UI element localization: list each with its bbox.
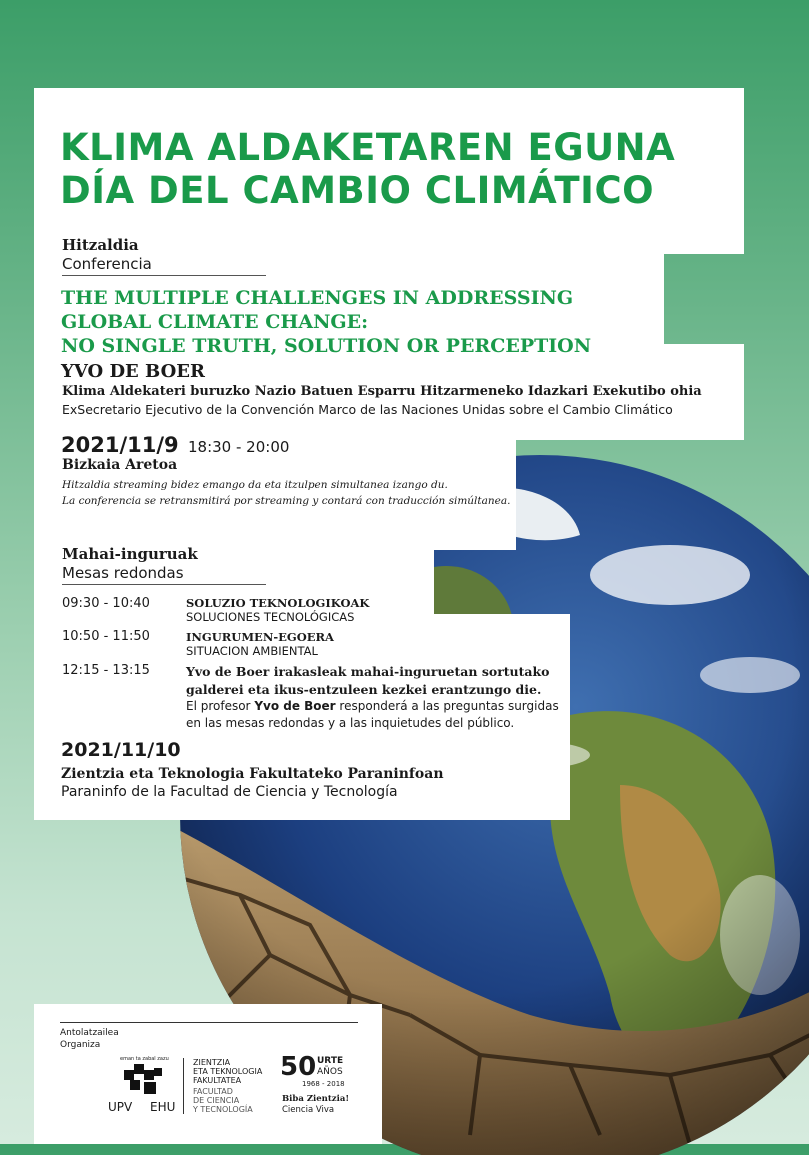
anniversary-years: 1968 - 2018: [302, 1080, 345, 1088]
speaker-role-eu: Klima Aldekateri buruzko Nazio Batuen Esparru Hitzarmeneko Idazkari Exekutibo ohia: [62, 384, 702, 399]
conference-note-eu: Hitzaldia streaming bidez emango da eta itzulpen simultanea izango du.: [62, 479, 448, 491]
roundtables-date: 2021/11/10: [61, 739, 181, 761]
conference-venue: Bizkaia Aretoa: [62, 457, 178, 473]
faculty-es-line-1: FACULTAD: [193, 1087, 233, 1096]
title-line-2: DÍA DEL CAMBIO CLIMÁTICO: [60, 169, 655, 212]
session-2-title-es: SITUACION AMBIENTAL: [186, 644, 318, 658]
session-3-text-eu-2: galderei eta ikus-entzuleen kezkei erantzungo die.: [186, 682, 542, 697]
session-3-speaker-es: Yvo de Boer: [254, 699, 336, 713]
session-2-time: 10:50 - 11:50: [62, 629, 150, 644]
faculty-eu-line-1: ZIENTZIA: [193, 1058, 231, 1067]
session-1-title-eu: SOLUZIO TEKNOLOGIKOAK: [186, 596, 370, 610]
anniversary-anos: AÑOS: [317, 1067, 343, 1077]
roundtables-divider: [62, 584, 266, 585]
talk-title-line-3: NO SINGLE TRUTH, SOLUTION OR PERCEPTION: [61, 335, 592, 357]
title-line-1: KLIMA ALDAKETAREN EGUNA: [60, 126, 676, 169]
session-3-text-es-2: en las mesas redondas y a las inquietudes del público.: [186, 716, 515, 730]
session-3-es-pre: El profesor: [186, 699, 255, 713]
conference-divider: [62, 275, 266, 276]
faculty-eu-line-3: FAKULTATEA: [193, 1076, 242, 1085]
conference-label-es: Conferencia: [62, 255, 152, 273]
slogan-es: Ciencia Viva: [282, 1105, 335, 1115]
session-3-time: 12:15 - 13:15: [62, 663, 150, 678]
conference-note-es: La conferencia se retransmitirá por streaming y contará con traducción simúltanea.: [62, 495, 511, 507]
ehu-label: EHU: [150, 1100, 176, 1114]
session-1-time: 09:30 - 10:40: [62, 596, 150, 611]
talk-title-line-1: THE MULTIPLE CHALLENGES IN ADDRESSING: [61, 287, 574, 309]
roundtables-label-eu: Mahai-inguruak: [62, 545, 198, 563]
conference-date: 2021/11/9: [61, 433, 179, 457]
slogan-eu: Biba Zientzia!: [282, 1094, 350, 1104]
conference-time: 18:30 - 20:00: [188, 438, 290, 456]
upv-ehu-emblem-icon: [122, 1064, 166, 1096]
session-3-eu-rest: irakasleak mahai-inguruetan sortutako: [269, 664, 550, 679]
faculty-separator: [183, 1058, 184, 1114]
faculty-es-line-2: DE CIENCIA: [193, 1096, 240, 1105]
speaker-role-es: ExSecretario Ejecutivo de la Convención Marco de las Naciones Unidas sobre el Cambio Climático: [62, 402, 673, 417]
conference-label-eu: Hitzaldia: [62, 236, 139, 254]
roundtables-venue-eu: Zientzia eta Teknologia Fakultateko Paraninfoan: [61, 766, 444, 782]
organizer-eu: Antolatzailea: [60, 1028, 119, 1038]
faculty-es-line-3: Y TECNOLOGÍA: [193, 1105, 253, 1114]
session-3-text-eu-1: [186, 664, 550, 679]
faculty-es: [193, 1087, 253, 1114]
organizer-es: Organiza: [60, 1040, 101, 1050]
faculty-eu: [193, 1058, 262, 1085]
faculty-eu-line-2: ETA TEKNOLOGIA: [193, 1067, 263, 1076]
talk-title-line-2: GLOBAL CLIMATE CHANGE:: [61, 311, 369, 333]
session-1-title-es: SOLUCIONES TECNOLÓGICAS: [186, 610, 355, 624]
anniversary-number: 50: [280, 1052, 317, 1082]
footer-divider: [60, 1022, 358, 1023]
session-2-title-eu: INGURUMEN-EGOERA: [186, 630, 334, 644]
session-3-speaker-eu: Yvo de Boer: [186, 664, 270, 679]
roundtables-venue-es: Paraninfo de la Facultad de Ciencia y Tecnología: [61, 784, 398, 800]
speaker-name: YVO DE BOER: [61, 361, 205, 382]
roundtables-label-es: Mesas redondas: [62, 564, 184, 582]
upv-motto: eman ta zabal zazu: [120, 1056, 169, 1062]
anniversary-urte: URTE: [317, 1056, 344, 1066]
upv-ehu-logo: [106, 1056, 186, 1126]
session-3-text-es-1: [186, 699, 559, 713]
session-3-es-rest: responderá a las preguntas surgidas: [335, 699, 559, 713]
upv-label: UPV: [108, 1100, 133, 1114]
